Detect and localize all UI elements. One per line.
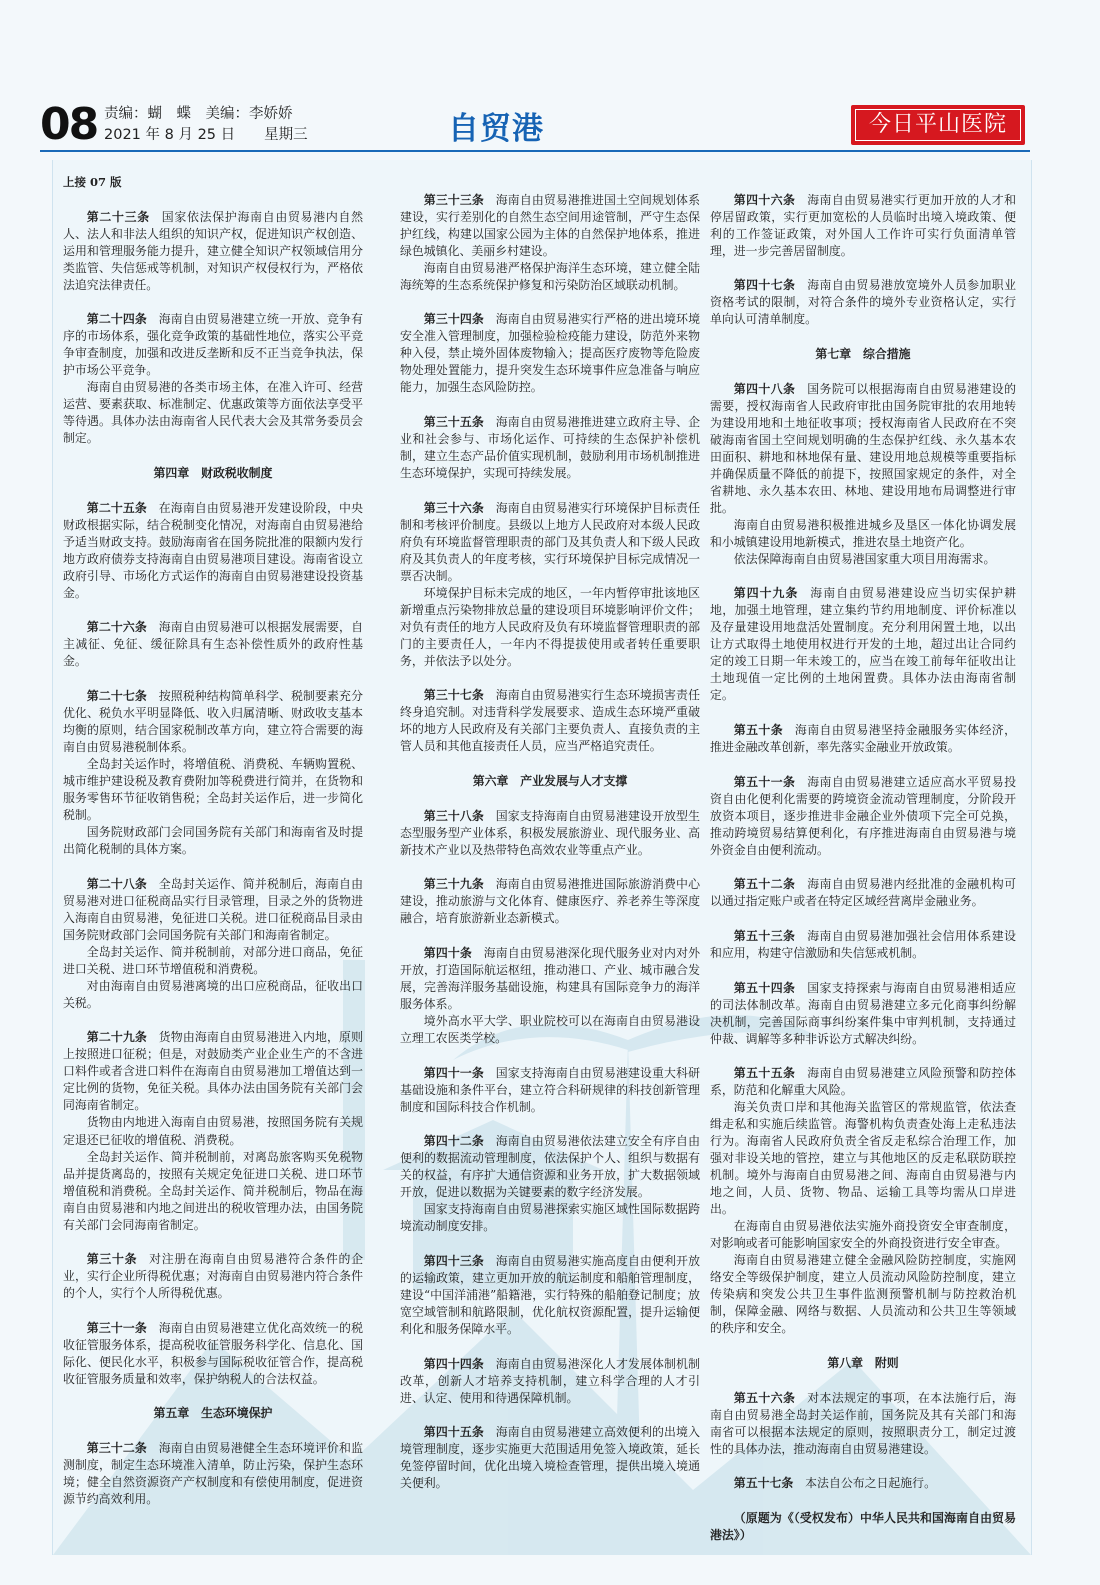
article-continuation [63, 1149, 363, 1234]
article-paragraph [63, 1029, 363, 1114]
article-label: 第二十三条 [86, 209, 150, 224]
article-paragraph [710, 928, 1016, 962]
article-paragraph [63, 311, 363, 379]
chapter-heading: 第七章 综合措施 [815, 346, 911, 361]
article-text: 海南自由贸易港健全生态环境评价和监测制度，制定生态环境准入清单，防止污染，保护生态环境；健全自然资源资产产权制度和有偿使用制度，促进资源节约高效利用。 [63, 1441, 363, 1507]
article-paragraph [710, 774, 1016, 859]
article-label: 第三十一条 [86, 1320, 147, 1335]
article-text: 依法保障海南自由贸易港国家重大项目用海需求。 [733, 551, 996, 566]
article-paragraph [63, 1440, 363, 1508]
article-paragraph [63, 619, 363, 670]
article-text: 国务院可以根据海南自由贸易港建设的需要，授权海南省人民政府审批由国务院审批的农用地转为建设用地和土地征收事项；授权海南省人民政府在不突破海南省国土空间规划明确的生态保护红线、永久基本农田面积、耕地和林地保有量、建设用地总规模等重要指标并确保质量不降低的前提下，按照国家规定的条件，对全省耕地、永久基本农田、林地、建设用地布局调整进行审批。 [710, 381, 1016, 515]
chapter-heading: 第四章 财政税收制度 [153, 466, 273, 480]
article-continuation [63, 1114, 363, 1148]
article-label: 第五十四条 [733, 980, 796, 995]
article-label: 第二十六条 [86, 620, 147, 635]
article-text: 海南自由贸易港推进国际旅游消费中心建设，推动旅游与文化体育、健康医疗、养老养生等深度融合，培育旅游新业态新模式。 [400, 877, 700, 926]
article-paragraph [400, 192, 700, 260]
article-paragraph [63, 876, 363, 944]
article-continuation [400, 1013, 700, 1047]
article-text: 本法自公布之日起施行。 [805, 1476, 936, 1491]
article-text: 海南自由贸易港深化人才发展体制机制改革，创新人才培养支持机制，建立科学合理的人才引进、认定、使用和待遇保障机制。 [400, 1356, 700, 1405]
article-text: 海关负责口岸和其他海关监管区的常规监管，依法查缉走私和实施后续监管。海警机构负责查处海上走私违法行为。海南省人民政府负责全省反走私综合治理工作，加强对非设关地的管控，建立与其他地区的反走私联防联控机制。境外与海南自由贸易港之间、海南自由贸易港与内地之间，人员、货物、物品、运输工具等均需从口岸进出。 [710, 1100, 1016, 1217]
article-text: 全岛封关运作、简并税制后，海南自由贸易港对进口征税商品实行目录管理，目录之外的货物进入海南自由贸易港，免征进口关税。进口征税商品目录由国务院财政部门会同国务院有关部门和海南省制定。 [63, 876, 363, 942]
article-text: 海南自由贸易港的各类市场主体，在准入许可、经营运营、要素获取、标准制定、优惠政策等方面依法享受平等待遇。具体办法由海南省人民代表大会及其常务委员会制定。 [63, 380, 363, 446]
article-label: 第四十一条 [423, 1065, 484, 1080]
article-text: 全岛封关运作、简并税制前，对离岛旅客购买免税物品并提货离岛的，按照有关规定免征进口关税、进口环节增值税和消费税。全岛封关运作、简并税制后，物品在海南自由贸易港和内地之间进出的税收管理办法，由国务院有关部门会同海南省制定。 [63, 1149, 363, 1232]
article-continuation [63, 824, 363, 858]
article-continuation [710, 551, 1016, 568]
article-text: 国务院财政部门会同国务院有关部门和海南省及时提出简化税制的具体方案。 [63, 825, 363, 857]
hospital-ad-text: 今日平山医院 [855, 109, 1021, 141]
article-label: 第三十条 [86, 1252, 138, 1267]
article-continuation [710, 1099, 1016, 1218]
article-continuation [63, 978, 363, 1012]
article-label: 第五十七条 [733, 1476, 794, 1491]
article-text: 海南自由贸易港可以根据发展需要，自主减征、免征、缓征除具有生态补偿性质外的政府性基金。 [63, 620, 363, 669]
article-paragraph [400, 311, 700, 396]
article-paragraph [710, 192, 1016, 260]
article-text: 海南自由贸易港实行环境保护目标责任制和考核评价制度。县级以上地方人民政府对本级人民政府负有环境监督管理职责的部门及其负责人和下级人民政府及其负责人的年度考核，实行环境保护目标完成情况一票否决制。 [400, 500, 700, 583]
article-paragraph [400, 414, 700, 482]
article-text: 全岛封关运作、简并税制前，对部分进口商品，免征进口关税、进口环节增值税和消费税。 [63, 944, 363, 976]
article-text: 海南自由贸易港建设应当切实保护耕地，加强土地管理，建立集约节约用地制度、评价标准以及存量建设用地盘活处置制度。充分利用闲置土地，以出让方式取得土地使用权进行开发的土地，超过出让合同约定的竣工日期一年未竣工的，应当在竣工前每年征收出让土地现值一定比例的土地闲置费。具体办法由海南省制定。 [710, 586, 1016, 703]
article-text: 对注册在海南自由贸易港符合条件的企业，实行企业所得税优惠；对海南自由贸易港内符合条件的个人，实行个人所得税优惠。 [63, 1252, 363, 1301]
article-label: 第三十七条 [423, 688, 484, 703]
article-text: 海南自由贸易港建立适应高水平贸易投资自由化便利化需要的跨境资金流动管理制度，分阶段开放资本项目，逐步推进非金融企业外债项下完全可兑换，推动跨境贸易结算便利化，有序推进海南自由贸易港与境外资金自由便利流动。 [710, 774, 1016, 857]
header-divider [40, 150, 1030, 152]
chapter-heading: 第五章 生态环境保护 [153, 1406, 273, 1421]
article-label: 第五十六条 [733, 1390, 796, 1405]
article-paragraph [63, 500, 363, 602]
article-text: 国家支持海南自由贸易港建设开放型生态型服务型产业体系，积极发展旅游业、现代服务业、高新技术产业以及热带特色高效农业等重点产业。 [400, 808, 700, 857]
article-paragraph [400, 1356, 700, 1407]
article-text: 货物由内地进入海南自由贸易港，按照国务院有关规定退还已征收的增值税、消费税。 [63, 1115, 363, 1147]
article-continuation [710, 1218, 1016, 1252]
article-text: 海南自由贸易港推进建立政府主导、企业和社会参与、市场化运作、可持续的生态保护补偿机制，建立生态产品价值实现机制，鼓励利用市场机制推进生态环境保护，实现可持续发展。 [400, 414, 700, 480]
article-text: 国家支持海南自由贸易港建设重大科研基础设施和条件平台，建立符合科研规律的科技创新管理制度和国际科技合作机制。 [400, 1065, 700, 1114]
article-continuation [63, 756, 363, 824]
article-label: 第四十七条 [733, 278, 796, 293]
article-paragraph [710, 1065, 1016, 1099]
page-header [0, 0, 1100, 152]
article-paragraph [710, 1475, 1016, 1492]
article-continuation [63, 944, 363, 978]
article-label: 第五十三条 [733, 928, 796, 943]
article-text: 海南自由贸易港建立健全金融风险防控制度，实施网络安全等级保护制度，建立人员流动风险防控制度，建立传染病和突发公共卫生事件监测预警机制与防控救治机制，保障金融、网络与数据、人员流动和公共卫生等领域的秩序和安全。 [710, 1253, 1016, 1336]
article-label: 第五十五条 [733, 1066, 796, 1081]
article-paragraph [710, 381, 1016, 517]
article-text: 海南自由贸易港实行严格的进出境环境安全准入管理制度，加强检验检疫能力建设，防范外来物种入侵，禁止境外固体废物输入；提高医疗废物等危险废物处理处置能力，提升突发生态环境事件应急准备与响应能力，加强生态风险防控。 [400, 312, 700, 395]
article-label: 第五十二条 [733, 877, 796, 892]
article-label: 第四十六条 [733, 192, 796, 207]
article-paragraph [63, 688, 363, 756]
article-paragraph [400, 1133, 700, 1201]
article-column-1 [63, 174, 363, 1508]
article-text: 海南自由贸易港内经批准的金融机构可以通过指定账户或者在特定区域经营离岸金融业务。 [710, 877, 1016, 909]
article-paragraph [400, 945, 700, 1013]
article-column-2 [400, 174, 700, 1492]
article-label: 第三十三条 [423, 192, 484, 207]
article-paragraph [710, 876, 1016, 910]
article-continuation [400, 1201, 700, 1235]
article-text: 在海南自由贸易港依法实施外商投资安全审查制度，对影响或者可能影响国家安全的外商投资进行安全审查。 [710, 1219, 1016, 1251]
article-text: 境外高水平大学、职业院校可以在海南自由贸易港设立理工农医类学校。 [400, 1013, 700, 1045]
article-text: 对本法规定的事项，在本法施行后，海南自由贸易港全岛封关运作前，国务院及其有关部门和海南省可以根据本法规定的原则，按照职责分工，制定过渡性的具体办法，推动海南自由贸易港建设。 [710, 1390, 1016, 1456]
article-continuation [710, 1252, 1016, 1337]
article-label: 第二十七条 [86, 688, 147, 703]
article-text: 国家支持海南自由贸易港探索实施区域性国际数据跨境流动制度安排。 [400, 1202, 700, 1234]
article-text: 海南自由贸易港深化现代服务业对内对外开放，打造国际航运枢纽，推动港口、产业、城市融合发展，完善海洋服务基础设施，构建具有国际竞争力的海洋服务体系。 [400, 945, 700, 1011]
article-text: 海南自由贸易港实施高度自由便利开放的运输政策，建立更加开放的航运制度和船舶管理制度，建设“中国洋浦港”船籍港，实行特殊的船舶登记制度；放宽空域管制和航路限制，优化航权资源配置，提升运输便利化和服务保障水平。 [400, 1253, 700, 1336]
article-label: 第四十九条 [733, 586, 799, 601]
article-paragraph [710, 722, 1016, 756]
article-paragraph [400, 500, 700, 585]
page-number: 08 [40, 99, 98, 150]
section-title: 自贸港 [448, 111, 544, 147]
article-text: 在海南自由贸易港开发建设阶段，中央财政根据实际，结合税制变化情况，对海南自由贸易港给予适当财政支持。鼓励海南省在国务院批准的限额内发行地方政府债券支持海南自由贸易港项目建设。海南省设立政府引导、市场化方式运作的海南自由贸易港建设投资基金。 [63, 500, 363, 600]
article-paragraph [63, 209, 363, 294]
article-label: 第二十四条 [86, 312, 147, 327]
article-text: 海南自由贸易港实行生态环境损害责任终身追究制。对违背科学发展要求、造成生态环境严重破坏的地方人民政府及有关部门主要负责人、直接负责的主管人员和其他直接责任人员，应当严格追究责任。 [400, 688, 700, 754]
article-label: 第三十五条 [423, 414, 484, 429]
article-label: 第三十八条 [423, 808, 484, 823]
article-label: 第三十九条 [423, 877, 484, 892]
article-paragraph [710, 980, 1016, 1048]
header-meta [104, 104, 308, 146]
article-label: 第四十八条 [733, 381, 796, 396]
article-text: 对由海南自由贸易港离境的出口应税商品，征收出口关税。 [63, 978, 363, 1010]
article-label: 第三十二条 [86, 1441, 147, 1456]
article-paragraph [400, 687, 700, 755]
continued-from-label: 上接 07 版 [63, 175, 122, 189]
article-label: 第四十条 [423, 945, 472, 960]
article-paragraph [400, 1424, 700, 1492]
article-label: 第四十五条 [423, 1425, 484, 1440]
article-label: 第二十九条 [86, 1030, 147, 1045]
article-text: 海南自由贸易港放宽境外人员参加职业资格考试的限制，对符合条件的境外专业资格认定，实行单向认可清单制度。 [710, 278, 1016, 327]
article-label: 第四十三条 [423, 1253, 484, 1268]
article-text: 海南自由贸易港建立统一开放、竞争有序的市场体系，强化竞争政策的基础性地位，落实公平竞争审查制度，加强和改进反垄断和反不正当竞争执法，保护市场公平竞争。 [63, 312, 363, 378]
article-continuation [710, 517, 1016, 551]
article-paragraph [63, 1251, 363, 1302]
article-continuation [400, 585, 700, 670]
article-text: 海南自由贸易港建立优化高效统一的税收征管服务体系，提高税收征管服务科学化、信息化、国际化、便民化水平，积极参与国际税收征管合作，提高税收征管服务质量和效率，保护纳税人的合法权益。 [63, 1320, 363, 1386]
article-column-3 [710, 174, 1016, 1544]
article-text: 国家支持探索与海南自由贸易港相适应的司法体制改革。海南自由贸易港建立多元化商事纠纷解决机制，完善国际商事纠纷案件集中审判机制，支持通过仲裁、调解等多种非诉讼方式解决纠纷。 [710, 980, 1016, 1046]
publish-date: 2021 年 8 月 25 日 星期三 [104, 127, 308, 143]
article-label: 第二十八条 [86, 876, 147, 891]
article-text: 全岛封关运作时，将增值税、消费税、车辆购置税、城市维护建设税及教育费附加等税费进行简并，在货物和服务零售环节征收销售税；全岛封关运作后，进一步简化税制。 [63, 757, 363, 823]
article-text: 环境保护目标未完成的地区，一年内暂停审批该地区新增重点污染物排放总量的建设项目环境影响评价文件；对负有责任的地方人民政府及负有环境监督管理职责的部门的主要责任人，一年内不得提拔使用或者转任重要职务，并依法予以处分。 [400, 585, 700, 668]
article-paragraph [400, 808, 700, 859]
editor-credits: 责编：蝴 蝶 美编：李娇娇 [104, 106, 293, 122]
article-label: 第三十六条 [423, 500, 484, 515]
article-text: 海南自由贸易港加强社会信用体系建设和应用，构建守信激励和失信惩戒机制。 [710, 928, 1016, 960]
article-text: 海南自由贸易港实行更加开放的人才和停居留政策，实行更加宽松的人员临时出境入境政策、便利的工作签证政策，对外国人工作许可实行负面清单管理，进一步完善居留制度。 [710, 192, 1016, 258]
article-text: 货物由海南自由贸易港进入内地，原则上按照进口征税；但是，对鼓励类产业企业生产的不含进口料件或者含进口料件在海南自由贸易港加工增值达到一定比例的货物，免征关税。具体办法由国务院有关部门会同海南省制定。 [63, 1030, 363, 1113]
article-panel [52, 160, 1032, 1555]
article-label: 第五十一条 [733, 774, 796, 789]
article-text: 海南自由贸易港推进国土空间规划体系建设，实行差别化的自然生态空间用途管制，严守生态保护红线，构建以国家公园为主体的自然保护地体系，推进绿色城镇化、美丽乡村建设。 [400, 192, 700, 258]
article-label: 第五十条 [733, 722, 784, 737]
article-paragraph [400, 876, 700, 927]
article-text: 海南自由贸易港严格保护海洋生态环境，建立健全陆海统筹的生态系统保护修复和污染防治区域联动机制。 [400, 260, 700, 292]
chapter-heading: 第六章 产业发展与人才支撑 [472, 774, 628, 789]
article-text: 按照税种结构简单科学、税制要素充分优化、税负水平明显降低、收入归属清晰、财政收支基本均衡的原则，结合国家税制改革方向，建立符合需要的海南自由贸易港税制体系。 [63, 688, 363, 754]
article-continuation [63, 379, 363, 447]
article-paragraph [710, 585, 1016, 704]
source-note: （原题为《（受权发布）中华人民共和国海南自由贸易港法》） [710, 1510, 1016, 1542]
article-text: 海南自由贸易港积极推进城乡及垦区一体化协调发展和小城镇建设用地新模式，推进农垦土地资产化。 [710, 517, 1016, 549]
article-text: 海南自由贸易港建立高效便利的出境入境管理制度，逐步实施更大范围适用免签入境政策，延长免签停留时间，优化出境入境检查管理，提供出境入境通关便利。 [400, 1425, 700, 1491]
article-text: 海南自由贸易港坚持金融服务实体经济，推进金融改革创新，率先落实金融业开放政策。 [710, 722, 1016, 754]
article-text: 海南自由贸易港依法建立安全有序自由便利的数据流动管理制度，依法保护个人、组织与数据有关的权益，有序扩大通信资源和业务开放，扩大数据领域开放，促进以数据为关键要素的数字经济发展。 [400, 1134, 700, 1200]
article-continuation [400, 260, 700, 294]
article-text: 国家依法保护海南自由贸易港内自然人、法人和非法人组织的知识产权，促进知识产权创造、运用和管理服务能力提升，建立健全知识产权领域信用分类监管、失信惩戒等机制，对知识产权侵权行为，严格依法追究法律责任。 [63, 209, 363, 292]
article-label: 第二十五条 [86, 500, 147, 515]
article-label: 第四十二条 [423, 1134, 484, 1149]
article-paragraph [400, 1253, 700, 1338]
article-paragraph [400, 1065, 700, 1116]
chapter-heading: 第八章 附则 [827, 1356, 899, 1371]
article-paragraph [710, 1390, 1016, 1458]
article-label: 第三十四条 [423, 312, 484, 327]
article-paragraph [710, 277, 1016, 328]
article-paragraph [63, 1320, 363, 1388]
hospital-ad-banner[interactable] [851, 105, 1025, 145]
article-text: 海南自由贸易港建立风险预警和防控体系，防范和化解重大风险。 [710, 1066, 1016, 1098]
article-label: 第四十四条 [423, 1356, 484, 1371]
